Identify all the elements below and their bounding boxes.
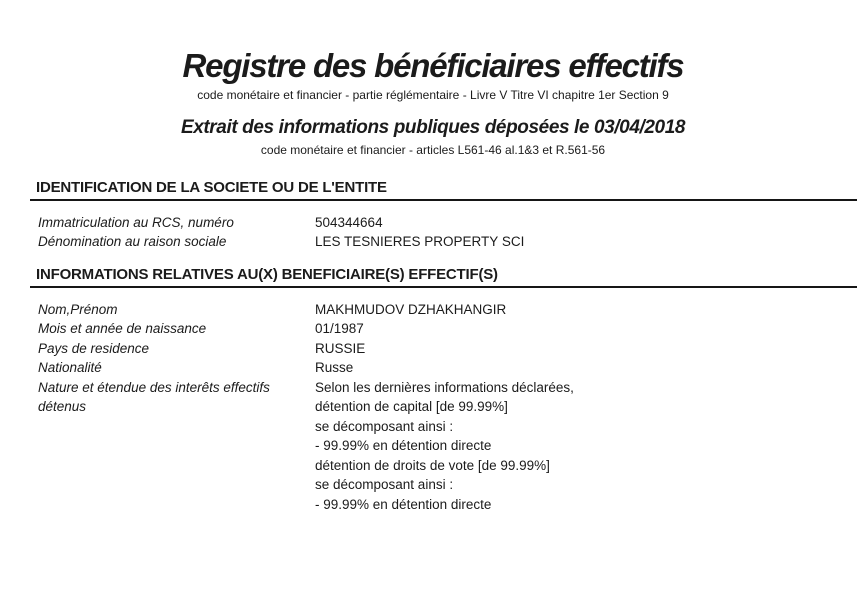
- value-line: détention de capital [de 99.99%]: [315, 399, 508, 415]
- document-body: [30, 179, 857, 529]
- field-label: Nature et étendue des interêts effectifs détenus: [38, 379, 270, 415]
- field-row: [38, 378, 857, 515]
- field-value: 01/1987: [315, 321, 364, 337]
- field-row: [38, 358, 857, 378]
- extract-title: Extrait des informations publiques déposées le 03/04/2018: [180, 117, 686, 139]
- field-value: RUSSIE: [315, 340, 366, 356]
- section-heading: INFORMATIONS RELATIVES AU(X) BENEFICIAIRE(S) EFFECTIF(S): [30, 266, 857, 288]
- field-row: [38, 232, 857, 252]
- section-rows: [30, 288, 857, 529]
- field-row: [38, 300, 857, 320]
- field-label: Dénomination au raison sociale: [38, 234, 227, 250]
- field-label: Nom,Prénom: [38, 301, 118, 317]
- value-line: se décomposant ainsi :: [315, 418, 454, 434]
- field-label: Nationalité: [38, 360, 102, 376]
- section-heading: IDENTIFICATION DE LA SOCIETE OU DE L'ENTITE: [30, 179, 857, 201]
- field-value: Russe: [315, 360, 354, 376]
- field-row: [38, 339, 857, 359]
- field-row: [38, 319, 857, 339]
- value-line: détention de droits de vote [de 99.99%]: [315, 457, 550, 473]
- field-value: LES TESNIERES PROPERTY SCI: [315, 234, 525, 250]
- field-label: Immatriculation au RCS, numéro: [38, 214, 234, 230]
- field-row: [38, 213, 857, 233]
- section: [30, 266, 857, 529]
- section-rows: [30, 201, 857, 266]
- field-value: MAKHMUDOV DZHAKHANGIR: [315, 301, 507, 317]
- value-line: - 99.99% en détention directe: [315, 496, 492, 512]
- page-subtitle: code monétaire et financier - partie réglémentaire - Livre V Titre VI chapitre 1er Section 9: [197, 87, 669, 102]
- field-value: 504344664: [315, 214, 383, 230]
- value-line: se décomposant ainsi :: [315, 477, 454, 493]
- value-line: - 99.99% en détention directe: [315, 438, 492, 454]
- field-label: Pays de residence: [38, 340, 150, 356]
- value-line: Selon les dernières informations déclarées,: [315, 379, 574, 395]
- section: [30, 179, 857, 266]
- field-label: Mois et année de naissance: [38, 321, 207, 337]
- extract-subtitle: code monétaire et financier - articles L561-46 al.1&3 et R.561-56: [260, 143, 606, 158]
- field-value: [315, 378, 857, 515]
- page-title: Registre des bénéficiaires effectifs: [182, 47, 684, 84]
- document-header: [0, 48, 866, 158]
